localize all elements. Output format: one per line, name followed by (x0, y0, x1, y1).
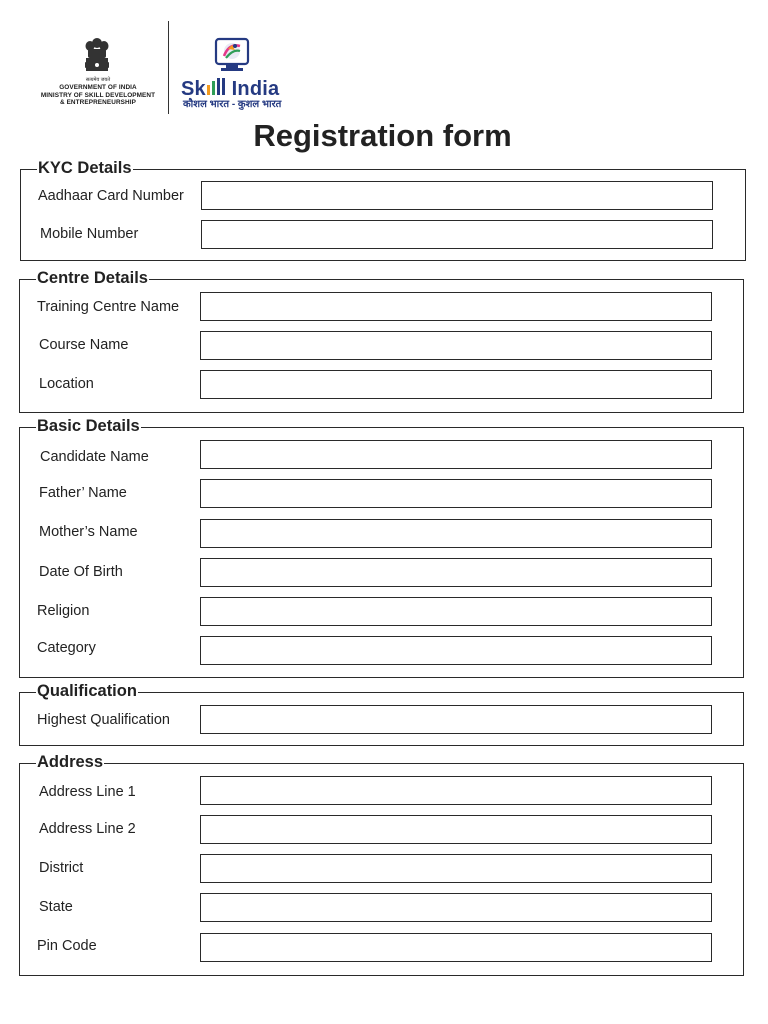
father-name-input[interactable] (200, 479, 712, 508)
location-input[interactable] (200, 370, 712, 399)
skill-india-logo-icon (213, 37, 251, 75)
date-of-birth-input[interactable] (200, 558, 712, 587)
state-input[interactable] (200, 893, 712, 922)
emblem-motto: सत्यमेव जयते (85, 77, 111, 83)
ministry-line: MINISTRY OF SKILL DEVELOPMENT (40, 91, 156, 99)
skill-title-suffix: India (231, 78, 280, 100)
page-title: Registration form (253, 118, 512, 153)
skill-title-prefix: Sk (181, 78, 206, 100)
kyc-details-section (20, 159, 746, 261)
mobile-number-label: Mobile Number (40, 226, 139, 242)
training-centre-name-input[interactable] (200, 292, 712, 321)
training-centre-name-label: Training Centre Name (37, 299, 180, 315)
aadhaar-card-number-label: Aadhaar Card Number (38, 188, 184, 204)
mobile-number-input[interactable] (201, 220, 713, 249)
ministry-line: & ENTREPRENEURSHIP (59, 99, 136, 107)
date-of-birth-label: Date Of Birth (39, 564, 123, 580)
ministry-name (30, 84, 166, 107)
aadhaar-card-number-input[interactable] (201, 181, 713, 210)
section-legend: KYC Details (38, 159, 132, 177)
mother-name-input[interactable] (200, 519, 712, 548)
ministry-line: GOVERNMENT OF INDIA (59, 84, 137, 91)
candidate-name-input[interactable] (200, 440, 712, 469)
address-section (19, 753, 744, 976)
district-input[interactable] (200, 854, 712, 883)
skill-india-tagline: कौशल भारत - कुशल भारत (183, 99, 282, 110)
skill-india-wordmark (181, 77, 279, 101)
centre-details-section (19, 269, 744, 413)
address-line-1-input[interactable] (200, 776, 712, 805)
skill-bars-icon (206, 78, 226, 95)
address-line-2-label: Address Line 2 (39, 821, 136, 837)
religion-label: Religion (37, 603, 90, 619)
state-label: State (39, 899, 73, 915)
candidate-name-label: Candidate Name (40, 449, 149, 465)
pin-code-label: Pin Code (37, 938, 97, 954)
section-legend: Qualification (37, 682, 137, 700)
religion-input[interactable] (200, 597, 712, 626)
highest-qualification-input[interactable] (200, 705, 712, 734)
category-label: Category (37, 640, 96, 656)
father-name-label: Father’ Name (39, 485, 127, 501)
qualification-section (19, 682, 744, 746)
section-legend: Basic Details (37, 417, 140, 435)
mother-name-label: Mother’s Name (39, 524, 138, 540)
location-label: Location (39, 376, 94, 392)
header-divider (168, 21, 169, 114)
national-emblem-icon (80, 36, 114, 80)
highest-qualification-label: Highest Qualification (37, 712, 170, 728)
course-name-input[interactable] (200, 331, 712, 360)
course-name-label: Course Name (39, 337, 129, 353)
basic-details-section (19, 417, 744, 678)
district-label: District (39, 860, 84, 876)
pin-code-input[interactable] (200, 933, 712, 962)
address-line-1-label: Address Line 1 (39, 784, 136, 800)
section-legend: Address (37, 753, 104, 771)
category-input[interactable] (200, 636, 712, 665)
address-line-2-input[interactable] (200, 815, 712, 844)
section-legend: Centre Details (37, 269, 148, 287)
